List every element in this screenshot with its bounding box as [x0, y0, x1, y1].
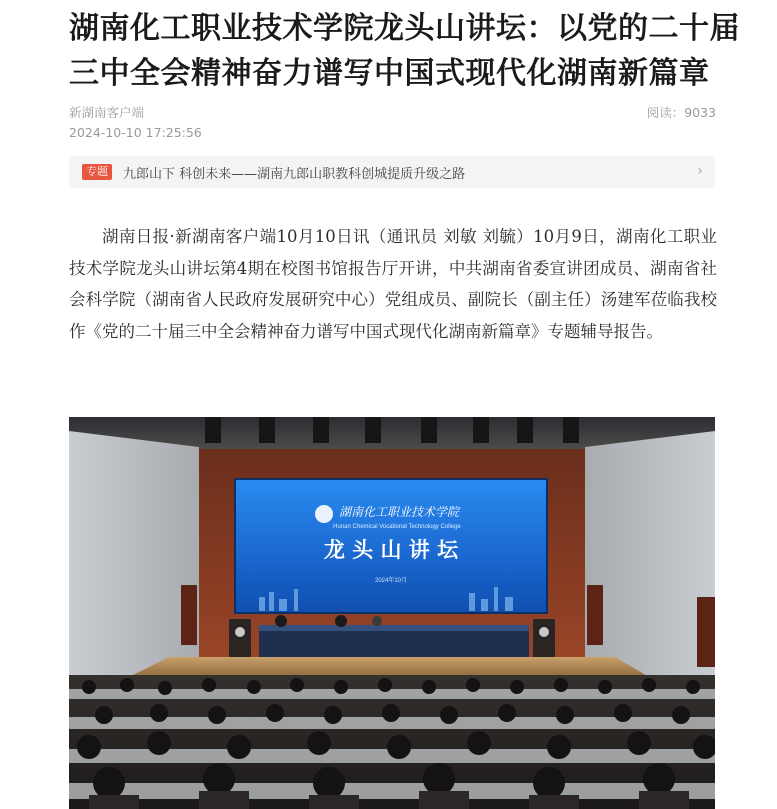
screen-title: 龙 头 山 讲 坛: [323, 537, 459, 562]
article-paragraph: 湖南日报·新湖南客户端10月10日讯（通讯员 刘敏 刘毓）10月9日，湖南化工职业技术学院龙头山讲坛第4期在校图书馆报告厅开讲，中共湖南省委宣讲团成员、湖南省社会科学院（湖南省人民政府发展研究中心）党组成员、副院长（副主任）汤建军莅临我校作《党的二十届三中全会精神奋力谱写中国式现代化湖南新篇章》专题辅导报告。: [69, 227, 717, 341]
read-count: 阅读：9033: [646, 105, 716, 120]
article-meta: [69, 103, 202, 143]
article-title: [69, 6, 740, 96]
screen-college-en: Hunan Chemical Vocational Technology College: [333, 524, 461, 530]
topic-link[interactable]: [69, 156, 715, 188]
article-datetime: 2024-10-10 17:25:56: [69, 125, 202, 140]
topic-link-text: 九郎山下 科创未来——湖南九郎山职教科创城提质升级之路: [123, 166, 466, 182]
article-title-line1: 湖南化工职业技术学院龙头山讲坛：以党的二十届: [69, 11, 740, 46]
topic-badge: 专题: [82, 164, 112, 180]
article-source: 新湖南客户端: [69, 105, 145, 120]
screen-date: 2024年10月: [374, 578, 408, 584]
lecture-hall-photo: [69, 417, 715, 809]
screen-college-name: 湖南化工职业技术学院: [338, 505, 460, 519]
article-title-line2: 三中全会精神奋力谱写中国式现代化湖南新篇章: [69, 56, 710, 91]
chevron-right-icon: ›: [697, 163, 703, 179]
